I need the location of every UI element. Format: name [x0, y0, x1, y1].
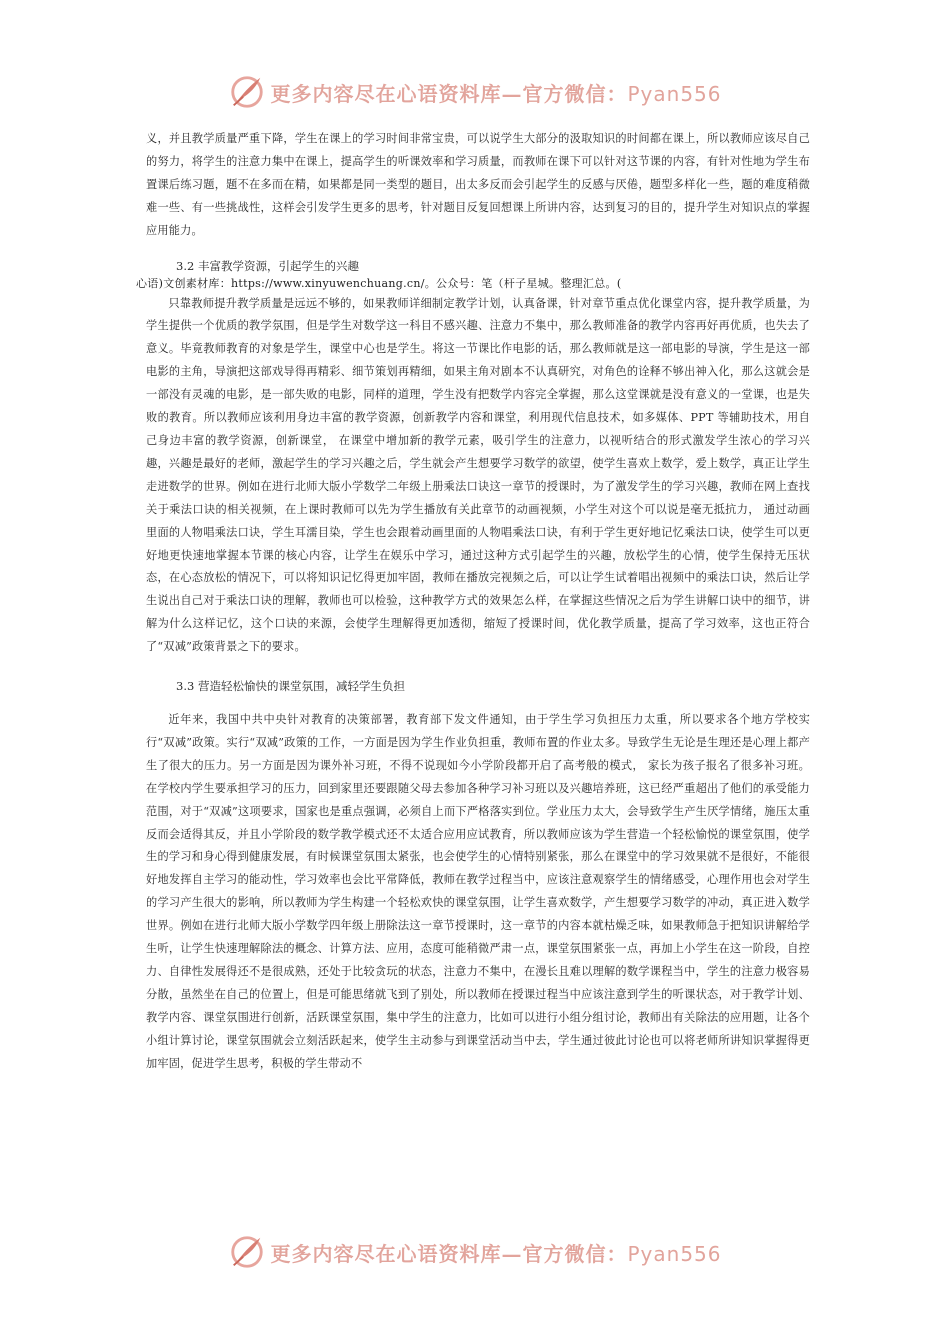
watermark-line: 心语)文创素材库：https://www.xinyuwenchuang.cn/。公众号：笔（杆子星城。整理汇总。(	[136, 276, 622, 290]
section-heading-3-2: 3.2 丰富教学资源，引起学生的兴趣	[176, 258, 359, 273]
quill-logo-icon	[228, 73, 266, 111]
banner-text: 更多内容尽在心语资料库—官方微信：Pyan556	[270, 1241, 722, 1266]
document-body	[136, 128, 810, 1076]
wechat-id: Pyan556	[627, 1241, 722, 1266]
paragraph-3-2-body: 只靠教师提升教学质量是远远不够的，如果教师详细制定教学计划，认真备课，针对章节重点优化课堂内容，提升教学质量，为学生提供一个优质的教学氛围，但是学生对数学这一科目不感兴趣、注意力不集中，那么教师准备的教学内容再好再优质，也失去了意义。毕竟教师教育的对象是学生，课堂中心也是学生。将这一节课比作电影的话，那么教师就是这一部电影的导演，学生是这一部电影的主角，导演把这部戏导得再精彩、细节策划再精细，如果主角对剧本不认真研究，对角色的诠释不够出神入化，那么这就会是一部没有灵魂的电影，是一部失败的电影，同样的道理，学生没有把数学内容完全掌握，那么这堂课就是没有意义的一堂课，也是失败的教育。所以教师应该利用身边丰富的教学资源，创新教学内容和课堂，利用现代信息技术，如多媒体、PPT 等辅助技术，用自己身边丰富的教学资源，创新课堂， 在课堂中增加新的教学元素，吸引学生的注意力，以视听结合的形式激发学生浓心的学习兴趣，兴趣是最好的老师，激起学生的学习兴趣之后，学生就会产生想要学习数学的欲望，使学生喜欢上数学，爱上数学，真正让学生走进数学的世界。例如在进行北师大版小学数学二年级上册乘法口诀这一章节的授课时，为了激发学生的学习兴趣，教师在网上查找关于乘法口诀的相关视频，在上课时教师可以先为学生播放有关此章节的动画视频，小学生对这个可以说是毫无抵抗力， 通过动画里面的人物唱乘法口诀，学生耳濡目染，学生也会跟着动画里面的人物唱乘法口诀，有利于学生更好地记忆乘法口诀，使学生可以更好地更快速地掌握本节课的核心内容，让学生在娱乐中学习，通过这种方式引起学生的兴趣，放松学生的心情，使学生保持无压状态，在心态放松的情况下，可以将知识记忆得更加牢固，教师在播放完视频之后，可以让学生试着唱出视频中的乘法口诀，然后让学生说出自己对于乘法口诀的理解，教师也可以检验，这种教学方式的效果怎么样，在掌握这些情况之后为学生讲解口诀中的细节，讲解为什么这样记忆，这个口诀的来源，会使学生理解得更加透彻，缩短了授课时间，优化教学质量，提高了学习效率，这也正符合了“双减”政策背景之下的要求。	[146, 296, 810, 654]
paragraph-3-3-body: 近年来，我国中共中央针对教育的决策部署，教育部下发文件通知，由于学生学习负担压力太重，所以要求各个地方学校实行“双减”政策。实行“双减”政策的工作，一方面是因为学生作业负担重，教师布置的作业太多。导致学生无论是生理还是心理上都产生了很大的压力。另一方面是因为课外补习班，不得不说现如今小学阶段都开启了高考般的模式， 家长为孩子报名了很多补习班。在学校内学生要承担学习的压力，回到家里还要跟随父母去参加各种学习补习班以及兴趣培养班，这已经严重超出了他们的承受能力范围，对于“双减”这项要求，国家也是重点强调，必须自上而下严格落实到位。学业压力太大，会导致学生产生厌学情绪，施压太重反而会适得其反，并且小学阶段的数学教学模式还不太适合应用应试教育，所以教师应该为学生营造一个轻松愉悦的课堂氛围，使学生的学习和身心得到健康发展，有时候课堂氛围太紧张，也会使学生的心情特别紧张，那么在课堂中的学习效果就不是很好，不能很好地发挥自主学习的能动性，学习效率也会比平常降低，教师在教学过程当中，应该注意观察学生的情绪感受，心理作用也会对学生的学习产生很大的影响，所以教师为学生构建一个轻松欢快的课堂氛围，让学生喜欢数学，产生想要学习数学的冲动，真正进入数学世界。例如在进行北师大版小学数学四年级上册除法这一章节授课时，这一章节的内容本就枯燥乏味，如果教师急于把知识讲解给学生听，让学生快速理解除法的概念、计算方法、应用，态度可能稍微严肃一点，课堂氛围紧张一点，再加上小学生在这一阶段，自控力、自律性发展得还不是很成熟，还处于比较贪玩的状态，注意力不集中，在漫长且难以理解的数学课程当中，学生的注意力极容易分散，虽然坐在自己的位置上，但是可能思绪就飞到了别处，所以教师在授课过程当中应该注意到学生的听课状态，对于教学计划、教学内容、课堂氛围进行创新，活跃课堂氛围，集中学生的注意力，比如可以进行小组分组讨论，教师出有关除法的应用题，让各个小组计算讨论，课堂氛围就会立刻活跃起来，使学生主动参与到课堂活动当中去，学生通过彼此讨论也可以将老师所讲知识掌握得更加牢固，促进学生思考，积极的学生带动不	[146, 713, 810, 1070]
wechat-id: Pyan556	[627, 81, 722, 106]
quill-logo-icon	[228, 1233, 266, 1271]
banner-text: 更多内容尽在心语资料库—官方微信：Pyan556	[270, 81, 722, 106]
section-heading-3-3: 3.3 营造轻松愉快的课堂氛围，减轻学生负担	[176, 679, 405, 694]
footer-banner	[0, 1232, 950, 1272]
paragraph-continuation: 义，并且教学质量严重下降，学生在课上的学习时间非常宝贵，可以说学生大部分的汲取知识的时间都在课上，所以教师应该尽自己的努力，将学生的注意力集中在课上，提高学生的听课效率和学习质量，而教师在课下可以针对这节课的内容，有针对性地为学生布置课后练习题，题不在多而在精，如果都是同一类型的题目，出太多反而会引起学生的反感与厌倦，题型多样化一些，题的难度稍微难一些、有一些挑战性，这样会引发学生更多的思考，针对题目反复回想课上所讲内容，达到复习的目的，提升学生对知识点的掌握应用能力。	[146, 132, 810, 237]
header-banner	[0, 72, 950, 112]
